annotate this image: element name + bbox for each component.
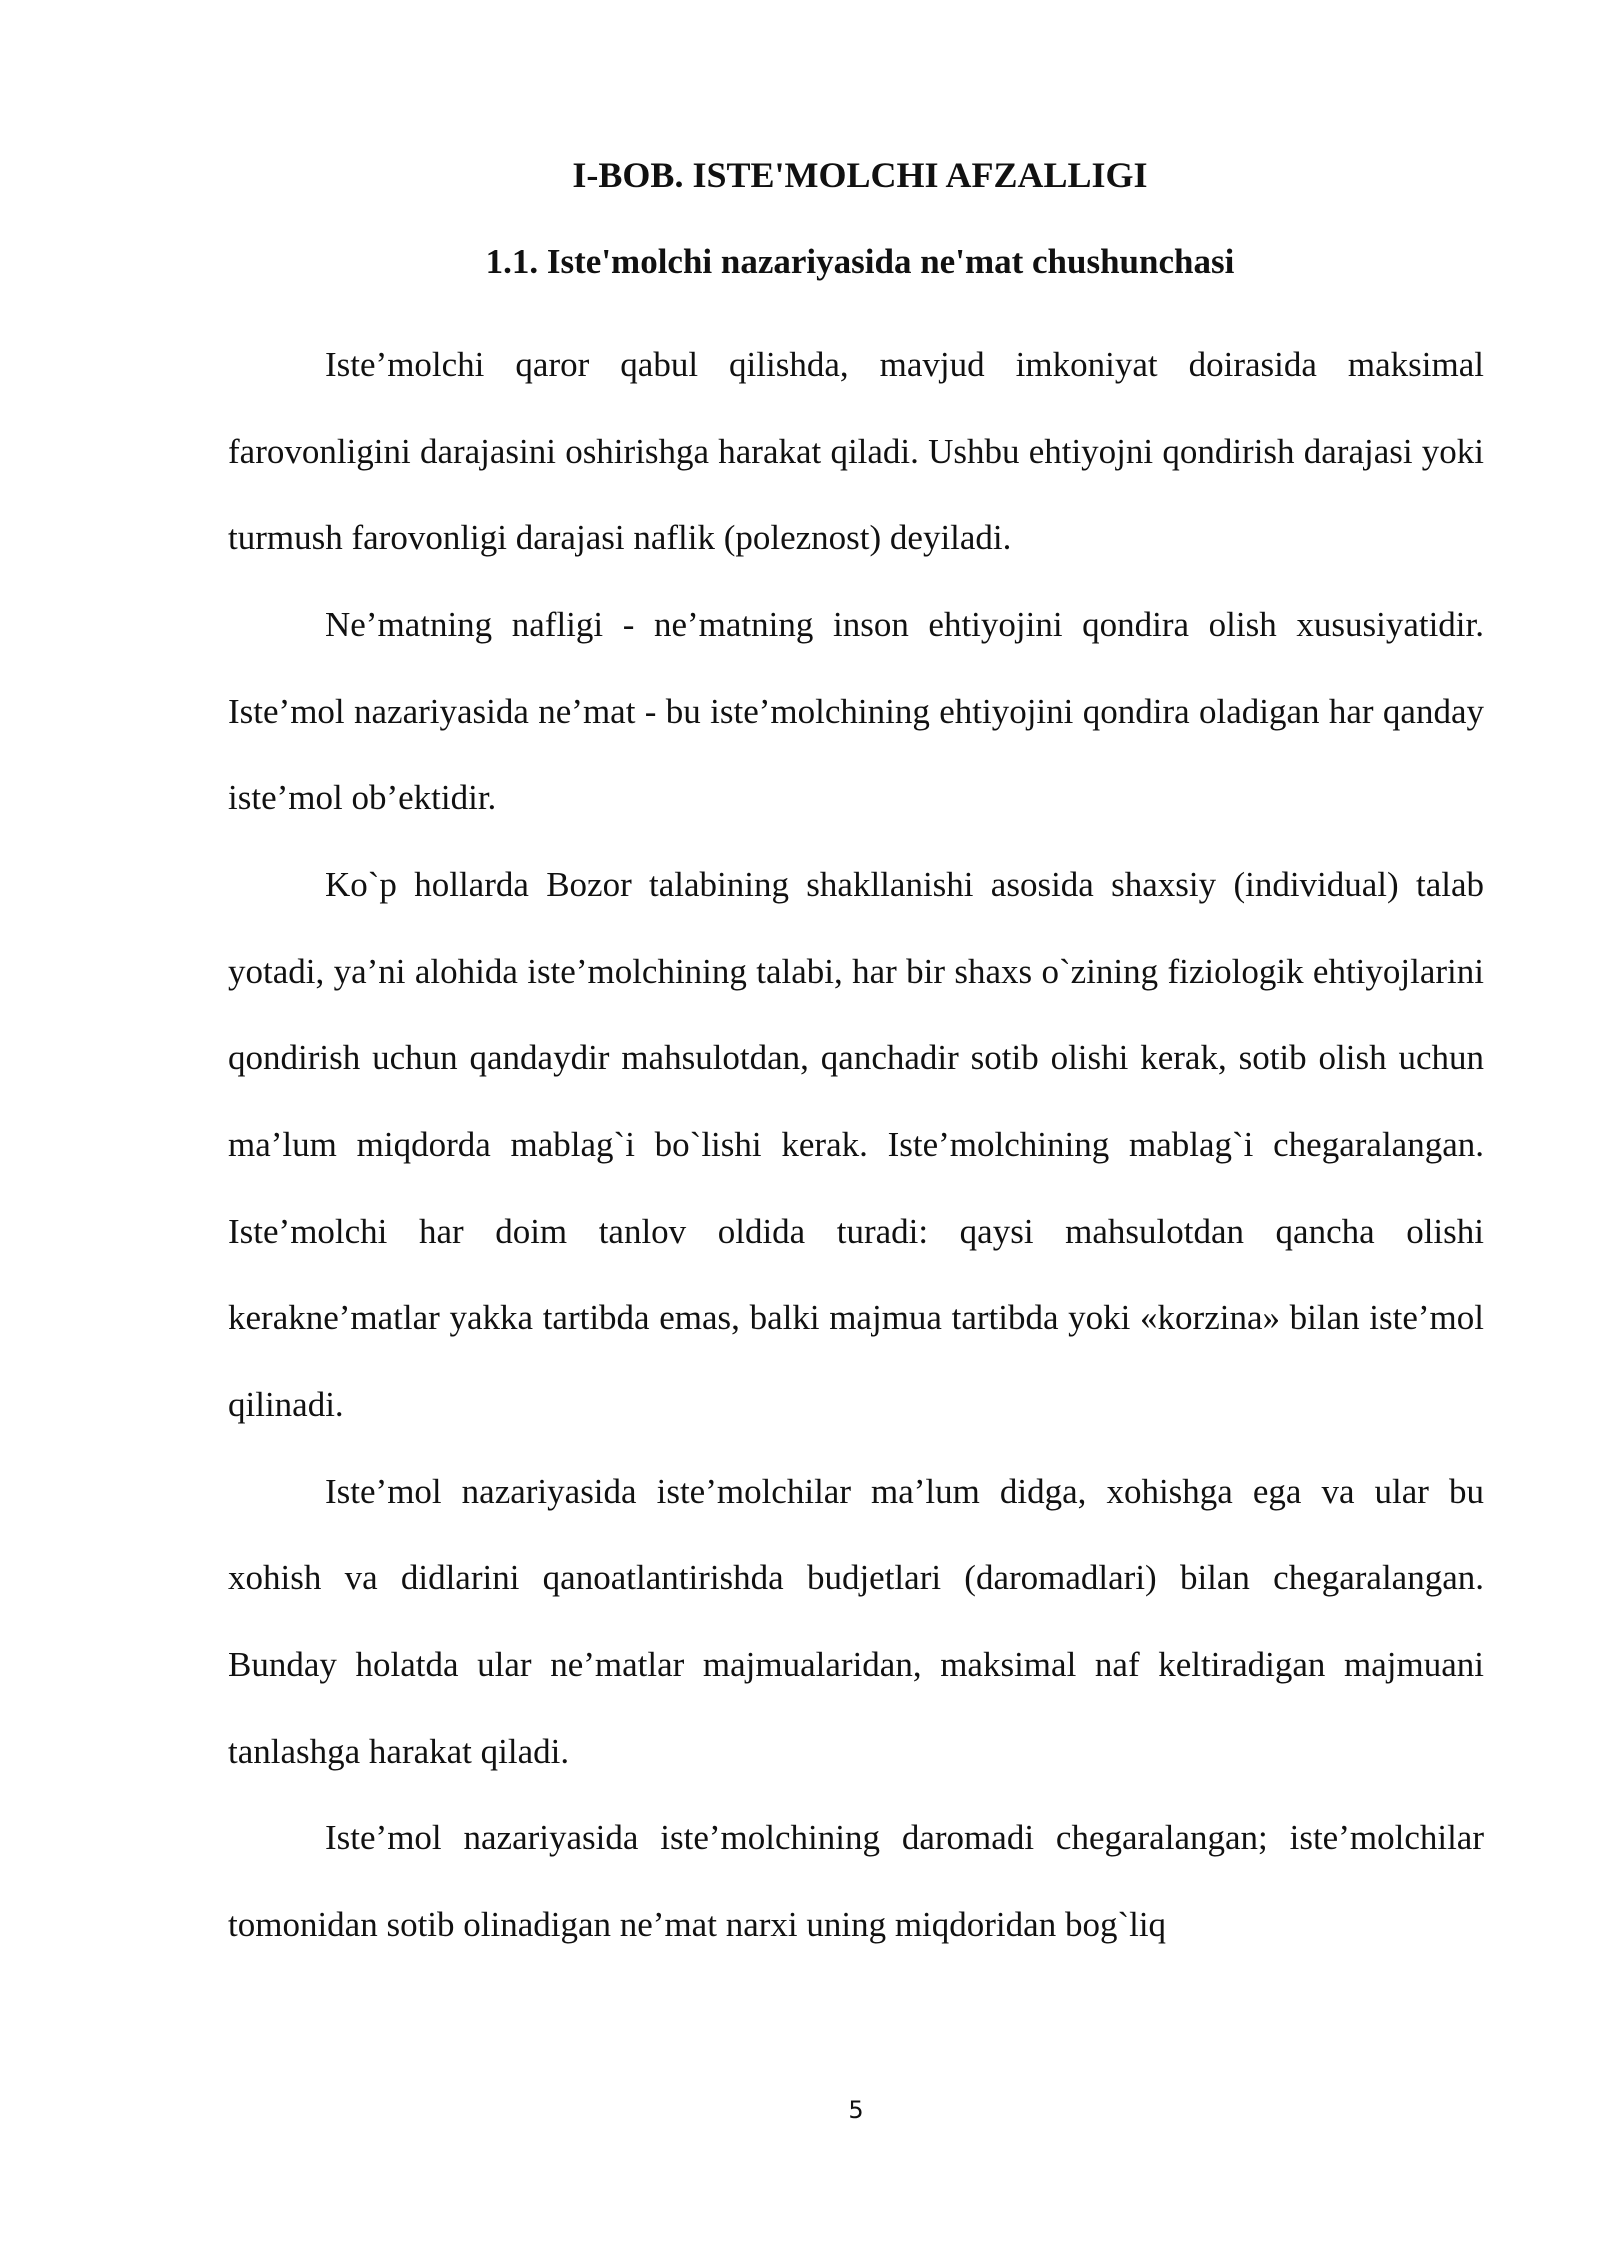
paragraph: Iste’mol nazariyasida iste’molchilar ma’lum didga, xohishga ega va ular bu xohish va didlarini qanoatlantirishda budjetlari (daromadlari) bilan chegaralangan. Bunday holatda ular ne’matlar majmualaridan, maksimal naf keltiradigan majmuani tanlashga harakat qiladi.	[228, 1471, 1484, 1771]
body-text	[228, 322, 1484, 1969]
paragraph: Ne’matning nafligi - ne’matning inson ehtiyojini qondira olish xususiyatidir. Iste’mol nazariyasida ne’mat - bu iste’molchining ehtiyojini qondira oladigan har qanday iste’mol ob’ektidir.	[228, 605, 1484, 818]
paragraph: Iste’mol nazariyasida iste’molchining daromadi chegaralangan; iste’molchilar tomonidan sotib olinadigan ne’mat narxi uning miqdoridan bog`liq	[228, 1818, 1484, 1945]
chapter-title: I-BOB. ISTE'MOLCHI AFZALLIGI	[572, 155, 1148, 195]
section-title: 1.1. Iste'molchi nazariyasida ne'mat chushunchasi	[485, 242, 1235, 281]
paragraph: Iste’molchi qaror qabul qilishda, mavjud imkoniyat doirasida maksimal farovonligini darajasini oshirishga harakat qiladi. Ushbu ehtiyojni qondirish darajasi yoki turmush farovonligi darajasi naflik (poleznost) deyiladi.	[228, 345, 1484, 558]
paragraph: Ko`p hollarda Bozor talabining shakllanishi asosida shaxsiy (individual) talab yotadi, ya’ni alohida iste’molchining talabi, har bir shaxs o`zining fiziologik ehtiyojlarini qondirish uchun qandaydir mahsulotdan, qanchadir sotib olishi kerak, sotib olish uchun ma’lum miqdorda mablag`i bo`lishi kerak. Iste’molchining mablag`i chegaralangan. Iste’molchi har doim tanlov oldida turadi: qaysi mahsulotdan qancha olishi kerakne’matlar yakka tartibda emas, balki majmua tartibda yoki «korzina» bilan iste’mol qilinadi.	[228, 865, 1484, 1425]
page-number: 5	[848, 2096, 864, 2124]
